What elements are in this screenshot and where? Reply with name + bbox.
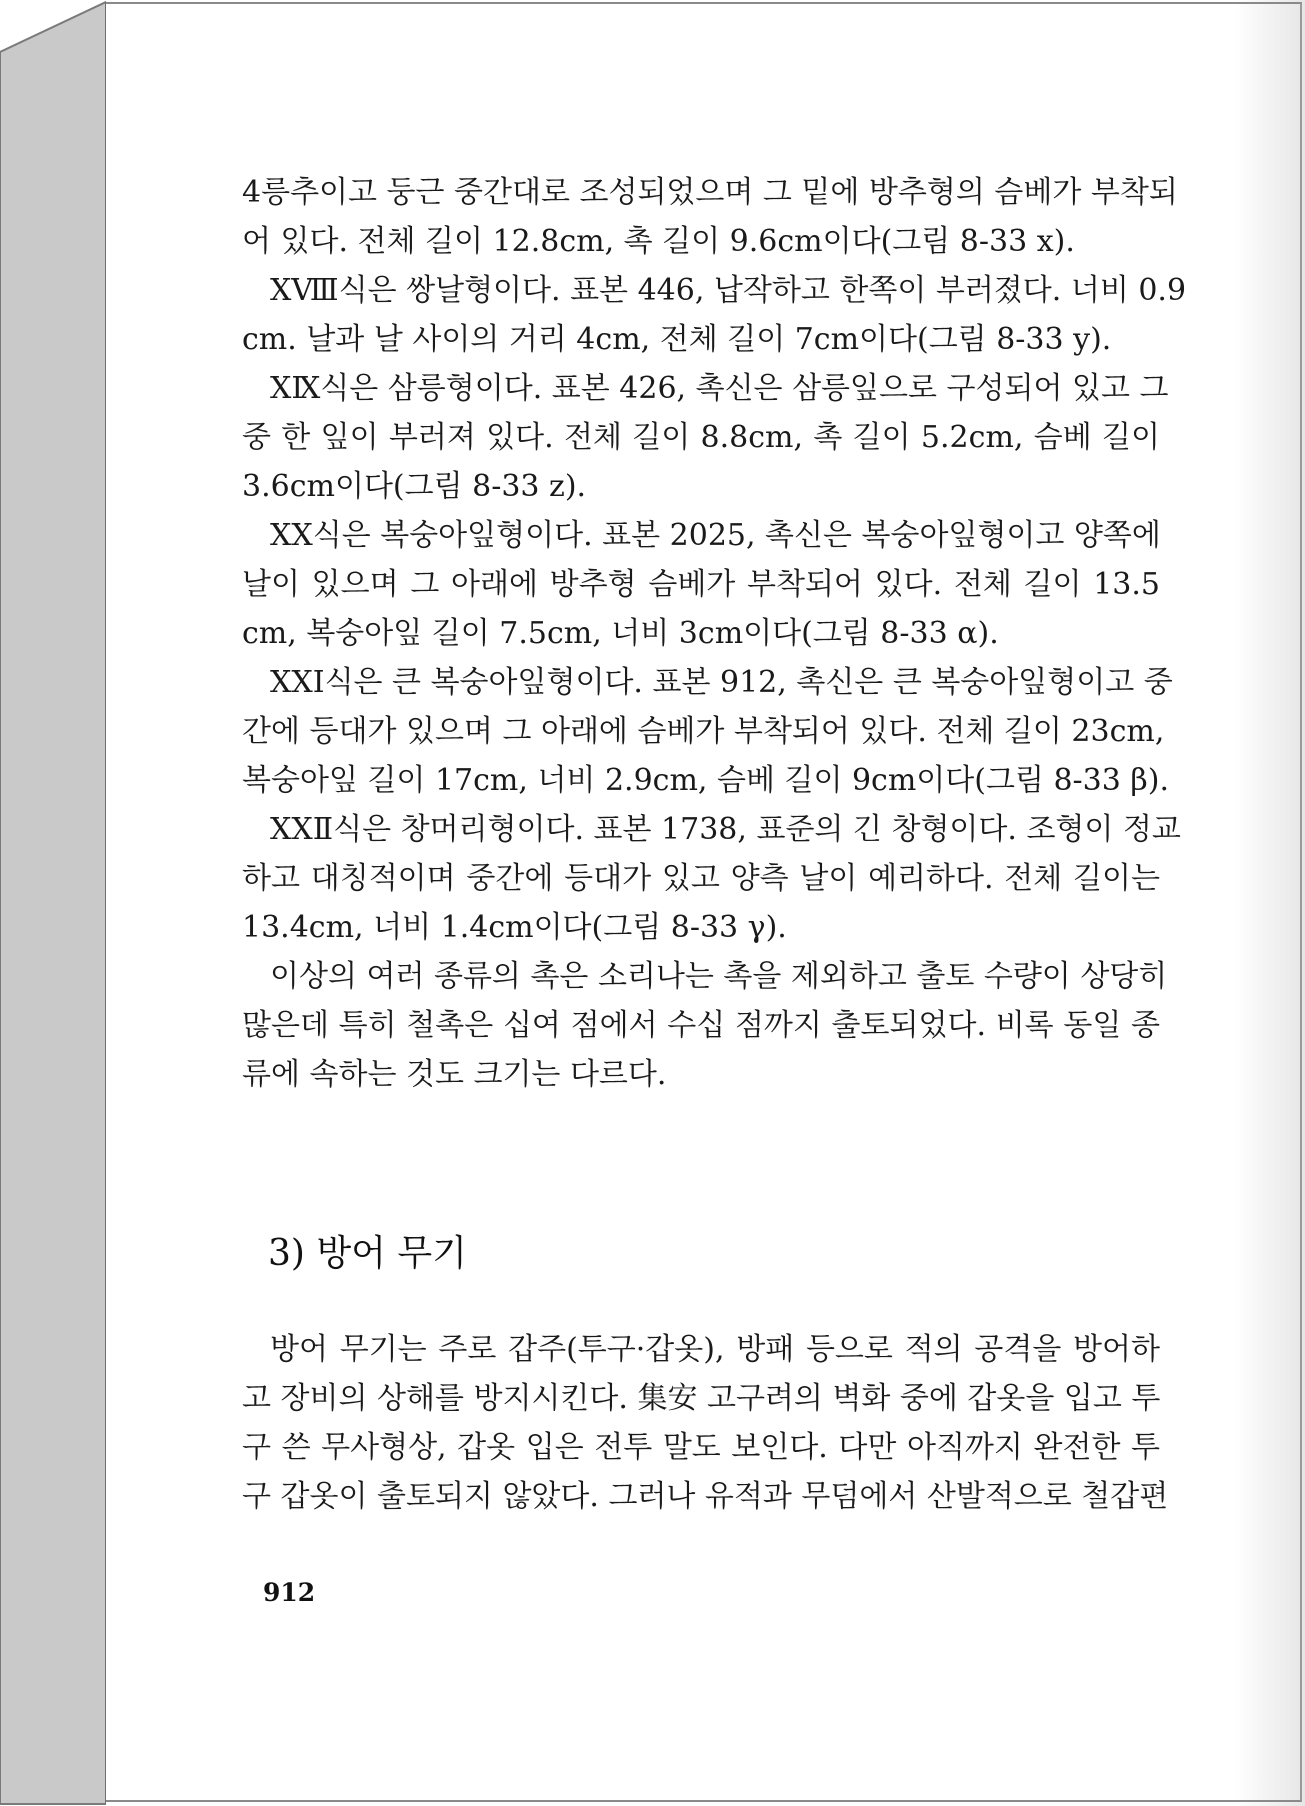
body-text-lower (242, 1325, 1169, 1521)
text-line: cm, 복숭아잎 길이 7.5cm, 너비 3cm이다(그림 8-33 α). (242, 616, 999, 651)
text-line: XⅨ식은 삼릉형이다. 표본 426, 촉신은 삼릉잎으로 구성되어 있고 그 (270, 371, 1169, 406)
text-line: 류에 속하는 것도 크기는 다르다. (242, 1057, 667, 1092)
page-number: 912 (263, 1578, 316, 1607)
text-line: 중 한 잎이 부러져 있다. 전체 길이 8.8cm, 촉 길이 5.2cm, 슴베 길이 (242, 420, 1160, 455)
text-line: XX식은 복숭아잎형이다. 표본 2025, 촉신은 복숭아잎형이고 양쪽에 (270, 518, 1161, 553)
text-line: 많은데 특히 철촉은 십여 점에서 수십 점까지 출토되었다. 비록 동일 종 (242, 1008, 1160, 1043)
text-line: 4릉추이고 둥근 중간대로 조성되었으며 그 밑에 방추형의 슴베가 부착되 (242, 175, 1178, 210)
text-line: 하고 대칭적이며 중간에 등대가 있고 양측 날이 예리하다. 전체 길이는 (242, 861, 1160, 896)
text-line: 구 갑옷이 출토되지 않았다. 그러나 유적과 무덤에서 산발적으로 철갑편 (242, 1479, 1169, 1514)
text-line: XⅧ식은 쌍날형이다. 표본 446, 납작하고 한쪽이 부러졌다. 너비 0.9 (270, 273, 1187, 308)
text-line: 13.4cm, 너비 1.4cm이다(그림 8-33 γ). (242, 910, 787, 945)
text-line: XXⅡ식은 창머리형이다. 표본 1738, 표준의 긴 창형이다. 조형이 정교 (270, 812, 1181, 847)
text-line: 방어 무기는 주로 갑주(투구·갑옷), 방패 등으로 적의 공격을 방어하 (270, 1332, 1160, 1367)
text-line: 3.6cm이다(그림 8-33 z). (242, 469, 587, 504)
text-line: 고 장비의 상해를 방지시킨다. 集安 고구려의 벽화 중에 갑옷을 입고 투 (242, 1381, 1161, 1416)
text-line: 날이 있으며 그 아래에 방추형 슴베가 부착되어 있다. 전체 길이 13.5 (242, 567, 1160, 602)
text-line: 복숭아잎 길이 17cm, 너비 2.9cm, 슴베 길이 9cm이다(그림 8-33 β). (242, 763, 1169, 798)
text-line: 어 있다. 전체 길이 12.8cm, 촉 길이 9.6cm이다(그림 8-33 x). (242, 224, 1075, 259)
text-line: cm. 날과 날 사이의 거리 4cm, 전체 길이 7cm이다(그림 8-33 y). (242, 322, 1112, 357)
text-line: 간에 등대가 있으며 그 아래에 슴베가 부착되어 있다. 전체 길이 23cm, (242, 714, 1165, 749)
section-heading: 3) 방어 무기 (268, 1233, 467, 1274)
text-line: 구 쓴 무사형상, 갑옷 입은 전투 말도 보인다. 다만 아직까지 완전한 투 (242, 1430, 1160, 1465)
text-line: 이상의 여러 종류의 촉은 소리나는 촉을 제외하고 출토 수량이 상당히 (270, 959, 1168, 994)
text-line: XXⅠ식은 큰 복숭아잎형이다. 표본 912, 촉신은 큰 복숭아잎형이고 중 (270, 665, 1173, 700)
body-text-upper (242, 168, 1187, 1099)
